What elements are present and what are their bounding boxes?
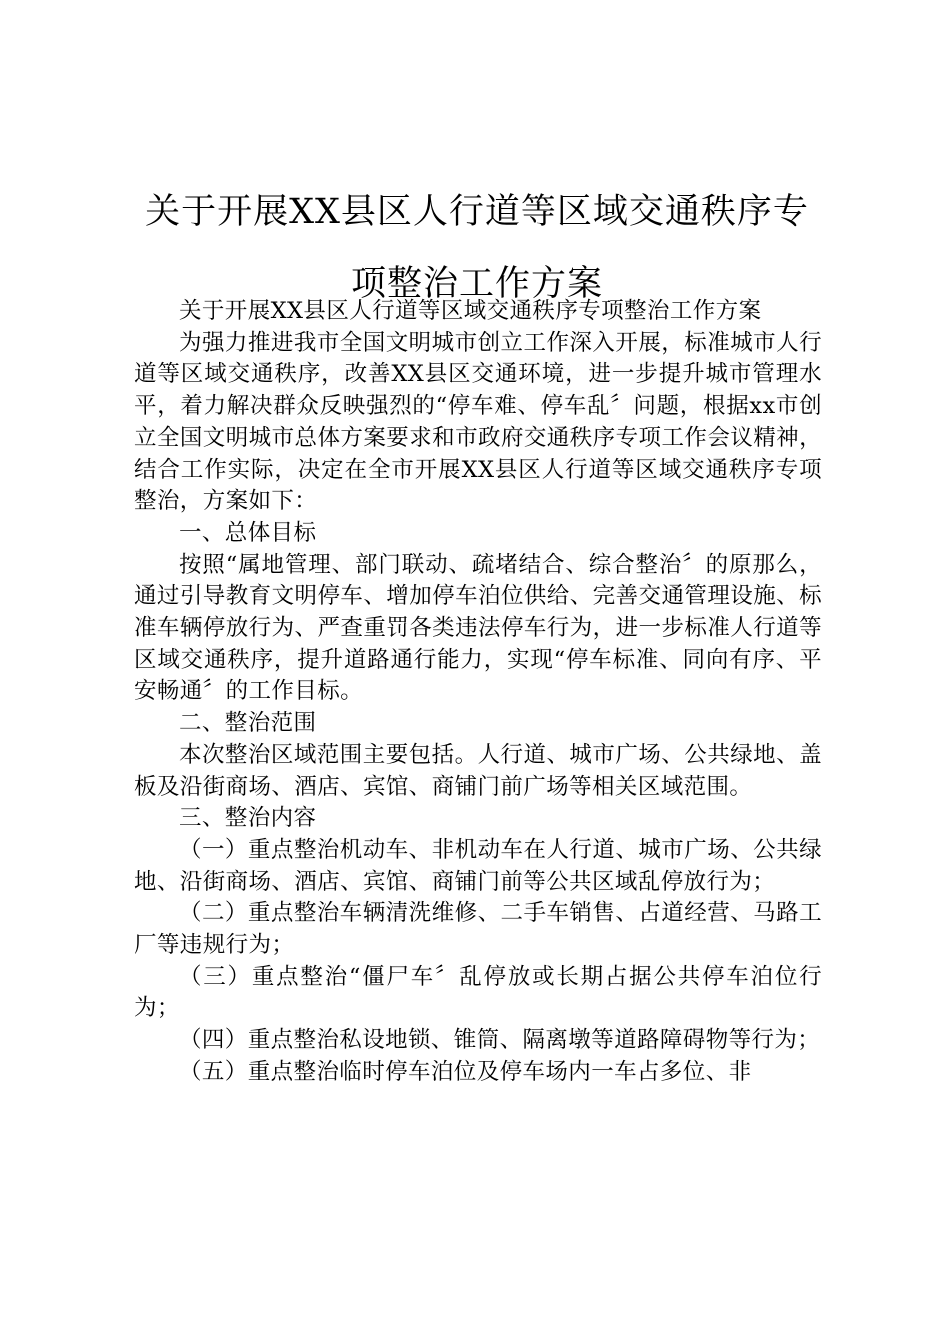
content-item-2: （二）重点整治车辆清洗维修、二手车销售、占道经营、马路工厂等违规行为； — [134, 900, 822, 959]
heading-scope: 二、整治范围 — [179, 710, 317, 737]
paragraph-title-repeat: 关于开展XX县区人行道等区域交通秩序专项整治工作方案 — [179, 298, 762, 324]
content-item-4: （四）重点整治私设地锁、锥筒、隔离墩等道路障碍物等行为； — [179, 1027, 821, 1054]
paragraph-overall-goal: 按照“属地管理、部门联动、疏堵结合、综合整治〞的原那么，通过引导教育文明停车、增加停车泊位供给、完善交通管理设施、标准车辆停放行为、严查重罚各类违法停车行为，进一步标准人行道等区域交通秩序，提升道路通行能力，实现“停车标准、同向有序、平安畅通〞的工作目标。 — [134, 551, 822, 705]
content-item-1: （一）重点整治机动车、非机动车在人行道、城市广场、公共绿地、沿街商场、酒店、宾馆、商铺门前等公共区域乱停放行为； — [134, 836, 822, 895]
paragraph-scope: 本次整治区域范围主要包括。人行道、城市广场、公共绿地、盖板及沿街商场、酒店、宾馆、商铺门前广场等相关区域范围。 — [134, 741, 822, 800]
content-item-3: （三）重点整治“僵尸车〞乱停放或长期占据公共停车泊位行为； — [134, 963, 822, 1022]
document-body — [134, 296, 822, 1089]
paragraph-intro: 为强力推进我市全国文明城市创立工作深入开展，标准城市人行道等区域交通秩序，改善XX县区交通环境，进一步提升城市管理水平，着力解决群众反映强烈的“停车难、停车乱〞问题，根据xx市创立全国文明城市总体方案要求和市政府交通秩序专项工作会议精神，结合工作实际，决定在全市开展XX县区人行道等区域交通秩序专项整治，方案如下： — [134, 329, 822, 515]
heading-overall-goal: 一、总体目标 — [179, 519, 317, 546]
content-item-5: （五）重点整治临时停车泊位及停车场内一车占多位、非 — [179, 1058, 752, 1085]
document-title: 关于开展XX县区人行道等区域交通秩序专项整治工作方案 — [145, 192, 809, 304]
heading-content: 三、整治内容 — [179, 805, 317, 832]
